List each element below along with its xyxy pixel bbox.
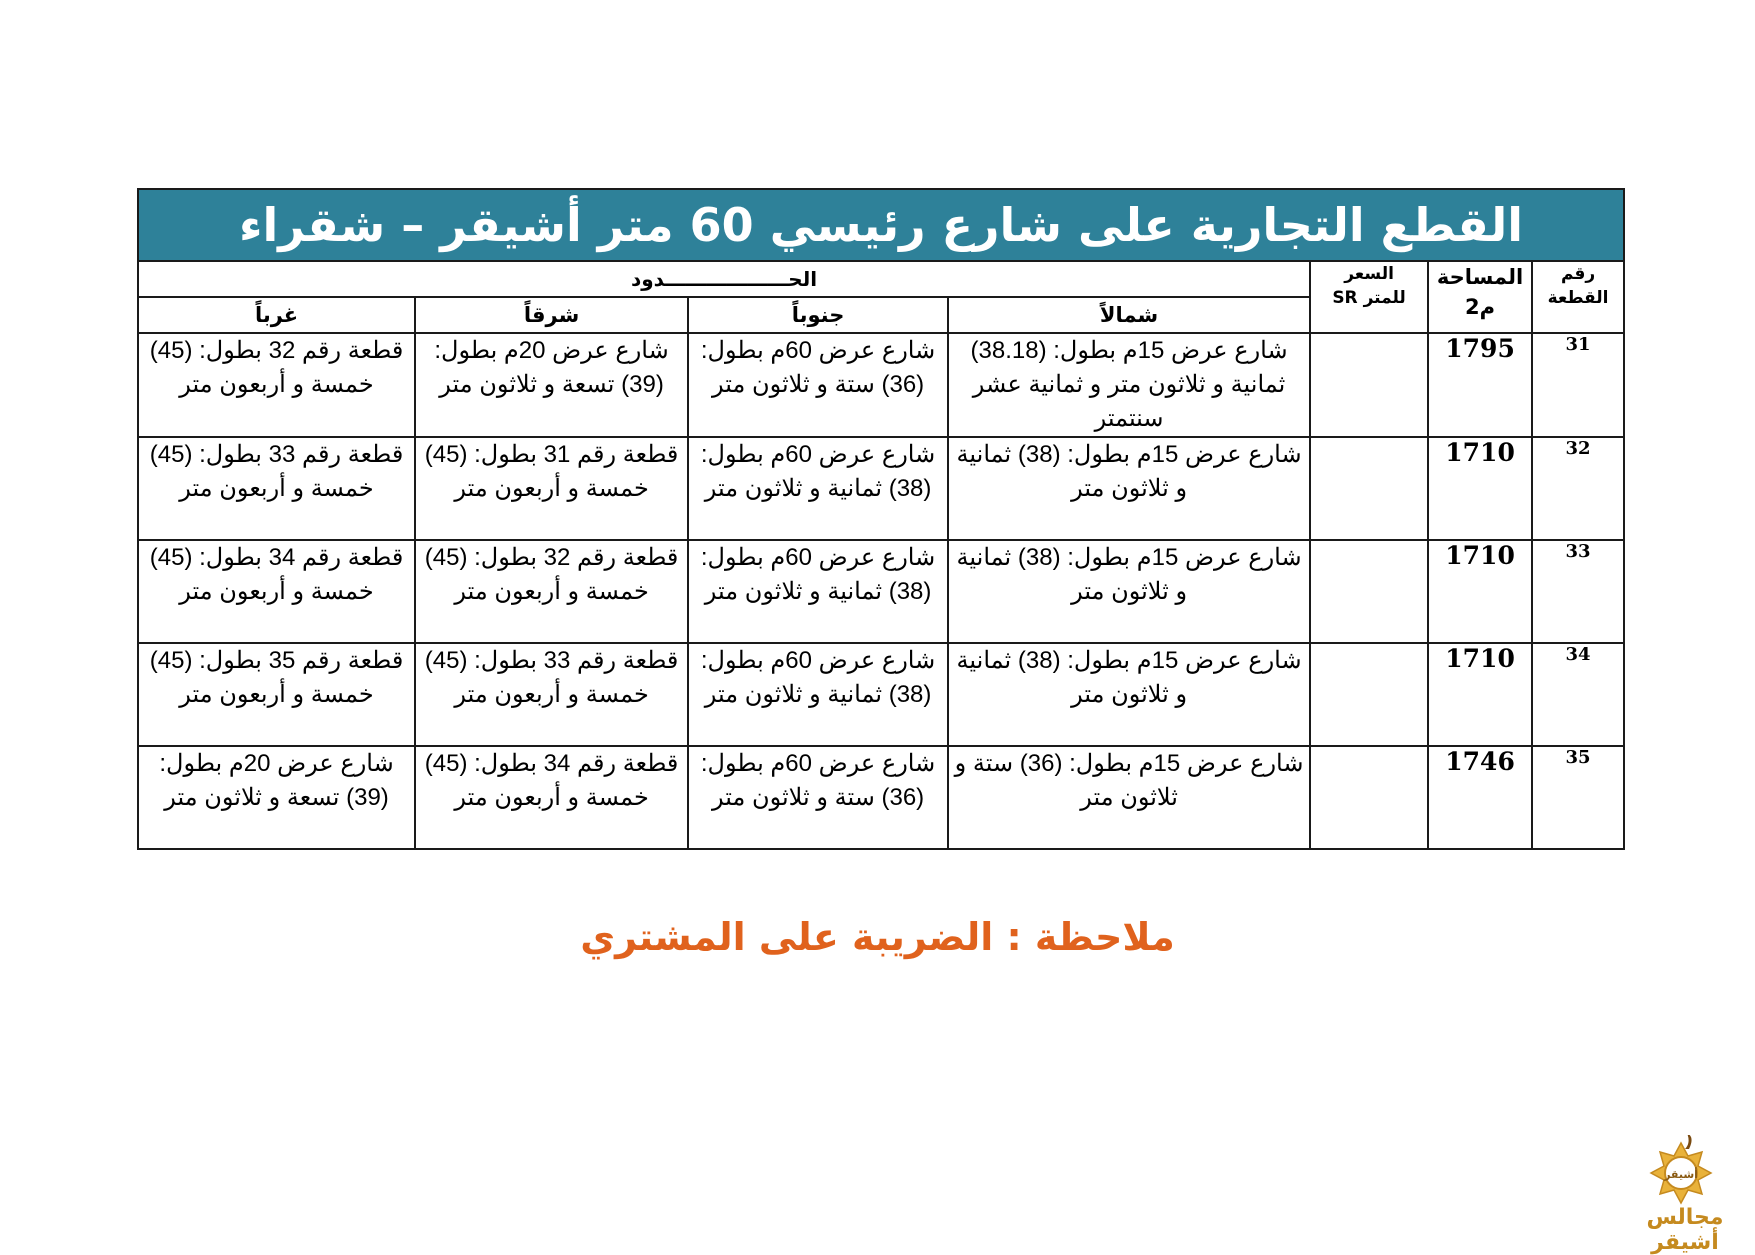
table-row: [138, 333, 1624, 437]
plot-area: 1710: [1428, 437, 1532, 540]
east-bound: شارع عرض 20م بطول: (39) تسعة و ثلاثون متر: [415, 333, 688, 437]
north-bound: شارع عرض 15م بطول: (38.18) ثمانية و ثلاثون متر و ثمانية عشر سنتمتر: [948, 333, 1310, 437]
plot-price: [1310, 333, 1428, 437]
south-bound: شارع عرض 60م بطول: (38) ثمانية و ثلاثون متر: [688, 643, 948, 746]
majalis-ushaiqer-logo: [1615, 1135, 1755, 1255]
table-row: [138, 643, 1624, 746]
north-bound: شارع عرض 15م بطول: (38) ثمانية و ثلاثون متر: [948, 643, 1310, 746]
header-plot-no: رقم القطعة: [1532, 261, 1624, 333]
plot-price: [1310, 746, 1428, 849]
south-bound: شارع عرض 60م بطول: (38) ثمانية و ثلاثون متر: [688, 437, 948, 540]
header-west: غرباً: [138, 297, 415, 333]
table-row: [138, 540, 1624, 643]
west-bound: قطعة رقم 35 بطول: (45) خمسة و أربعون متر: [138, 643, 415, 746]
north-bound: شارع عرض 15م بطول: (38) ثمانية و ثلاثون متر: [948, 437, 1310, 540]
plot-area: 1795: [1428, 333, 1532, 437]
plot-number: 34: [1532, 643, 1624, 746]
plot-number: 31: [1532, 333, 1624, 437]
west-bound: قطعة رقم 32 بطول: (45) خمسة و أربعون متر: [138, 333, 415, 437]
plot-price: [1310, 540, 1428, 643]
plot-area: 1710: [1428, 540, 1532, 643]
west-bound: شارع عرض 20م بطول: (39) تسعة و ثلاثون متر: [138, 746, 415, 849]
logo-text: مجالس أشيقر: [1646, 1205, 1724, 1255]
east-bound: قطعة رقم 33 بطول: (45) خمسة و أربعون متر: [415, 643, 688, 746]
header-bounds: الحــــــــــــــــــدود: [138, 261, 1310, 297]
table-row: [138, 746, 1624, 849]
tax-note: ملاحظة : الضريبة على المشتري: [580, 915, 1175, 959]
east-bound: قطعة رقم 34 بطول: (45) خمسة و أربعون متر: [415, 746, 688, 849]
header-south: جنوباً: [688, 297, 948, 333]
table-title: القطع التجارية على شارع رئيسي 60 متر أشيقر – شقراء: [138, 189, 1624, 261]
plot-area: 1746: [1428, 746, 1532, 849]
plots-table: [137, 188, 1625, 850]
north-bound: شارع عرض 15م بطول: (36) ستة و ثلاثون متر: [948, 746, 1310, 849]
east-bound: قطعة رقم 32 بطول: (45) خمسة و أربعون متر: [415, 540, 688, 643]
header-north: شمالاً: [948, 297, 1310, 333]
plot-price: [1310, 437, 1428, 540]
plot-price: [1310, 643, 1428, 746]
south-bound: شارع عرض 60م بطول: (38) ثمانية و ثلاثون متر: [688, 540, 948, 643]
west-bound: قطعة رقم 33 بطول: (45) خمسة و أربعون متر: [138, 437, 415, 540]
east-bound: قطعة رقم 31 بطول: (45) خمسة و أربعون متر: [415, 437, 688, 540]
south-bound: شارع عرض 60م بطول: (36) ستة و ثلاثون متر: [688, 746, 948, 849]
emblem-text: أشيقر: [1664, 1168, 1698, 1181]
south-bound: شارع عرض 60م بطول: (36) ستة و ثلاثون متر: [688, 333, 948, 437]
plot-area: 1710: [1428, 643, 1532, 746]
header-area: المساحة م2: [1428, 261, 1532, 333]
header-east: شرقاً: [415, 297, 688, 333]
north-bound: شارع عرض 15م بطول: (38) ثمانية و ثلاثون متر: [948, 540, 1310, 643]
plot-number: 35: [1532, 746, 1624, 849]
table-row: [138, 437, 1624, 540]
header-price: السعر للمتر SR: [1310, 261, 1428, 333]
plot-number: 33: [1532, 540, 1624, 643]
star-emblem-icon: [1615, 1135, 1755, 1215]
plot-number: 32: [1532, 437, 1624, 540]
west-bound: قطعة رقم 34 بطول: (45) خمسة و أربعون متر: [138, 540, 415, 643]
